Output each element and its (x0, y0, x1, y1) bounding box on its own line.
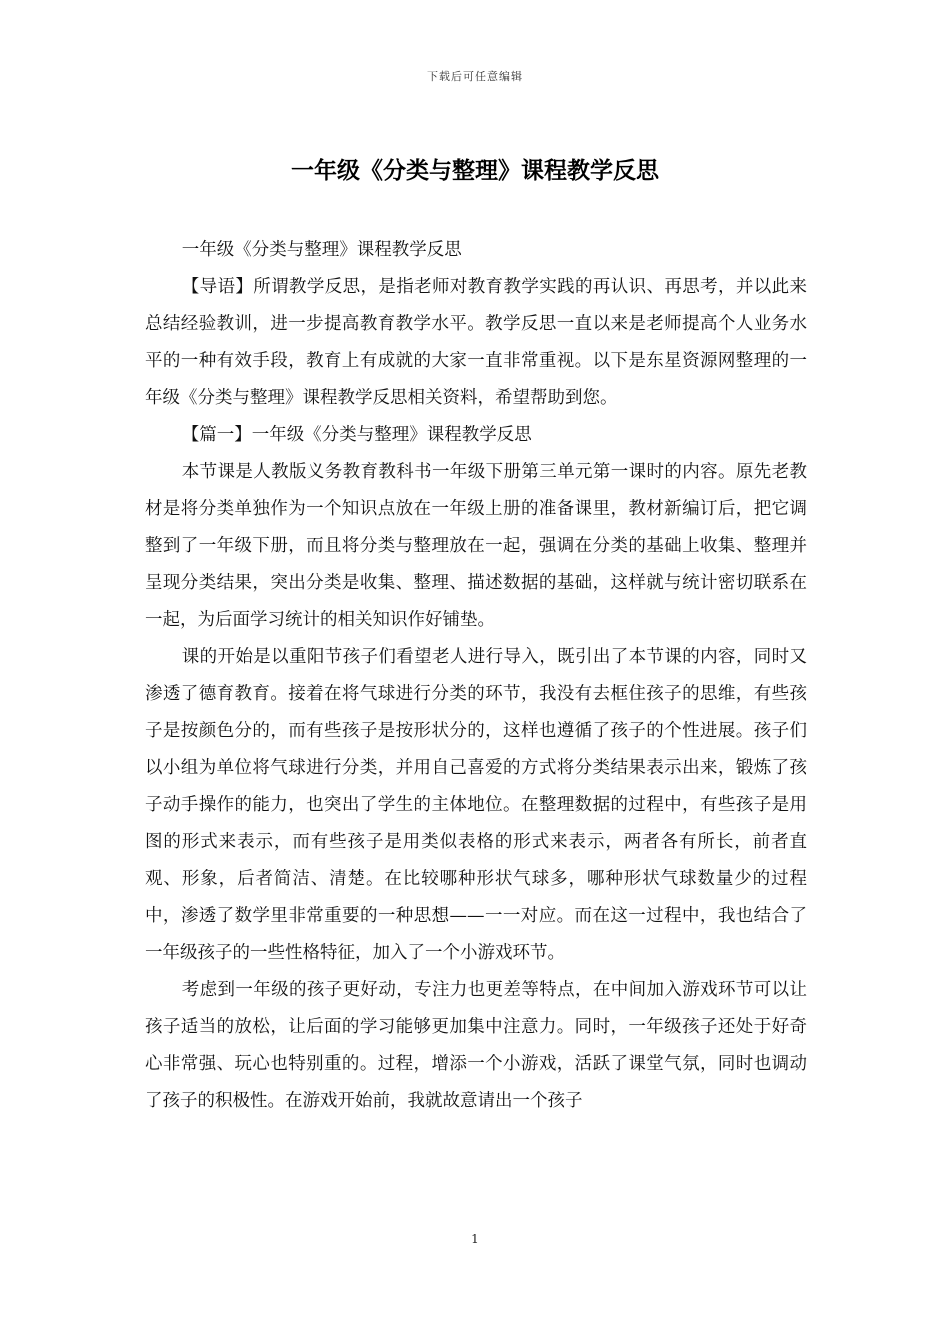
header-note: 下载后可任意编辑 (427, 70, 523, 83)
paragraph-intro: 【导语】所谓教学反思，是指老师对教育教学实践的再认识、再思考，并以此来总结经验教训，进一步提高教育教学水平。教学反思一直以来是老师提高个人业务水平的一种有效手段，教育上有成就的大家一直非常重视。以下是东星资源网整理的一年级《分类与整理》课程教学反思相关资料，希望帮助到您。 (145, 277, 807, 408)
document-body (145, 232, 807, 1120)
paragraph-body: 本节课是人教版义务教育教科书一年级下册第三单元第一课时的内容。原先老教材是将分类单独作为一个知识点放在一年级上册的准备课里，教材新编订后，把它调整到了一年级下册，而且将分类与整理放在一起，强调在分类的基础上收集、整理并呈现分类结果，突出分类是收集、整理、描述数据的基础，这样就与统计密切联系在一起，为后面学习统计的相关知识作好铺垫。 (145, 462, 807, 630)
paragraph-section-heading: 【篇一】一年级《分类与整理》课程教学反思 (181, 425, 532, 445)
paragraph-body: 课的开始是以重阳节孩子们看望老人进行导入，既引出了本节课的内容，同时又渗透了德育教育。接着在将气球进行分类的环节，我没有去框住孩子的思维，有些孩子是按颜色分的，而有些孩子是按形状分的，这样也遵循了孩子的个性进展。孩子们以小组为单位将气球进行分类，并用自己喜爱的方式将分类结果表示出来，锻炼了孩子动手操作的能力，也突出了学生的主体地位。在整理数据的过程中，有些孩子是用图的形式来表示，而有些孩子是用类似表格的形式来表示，两者各有所长，前者直观、形象，后者简洁、清楚。在比较哪种形状气球多，哪种形状气球数量少的过程中，渗透了数学里非常重要的一种思想——一一对应。而在这一过程中，我也结合了一年级孩子的一些性格特征，加入了一个小游戏环节。 (145, 647, 807, 963)
document-title: 一年级《分类与整理》课程教学反思 (291, 157, 659, 184)
paragraph-subtitle: 一年级《分类与整理》课程教学反思 (181, 240, 462, 260)
paragraph-body: 考虑到一年级的孩子更好动，专注力也更差等特点，在中间加入游戏环节可以让孩子适当的放松，让后面的学习能够更加集中注意力。同时，一年级孩子还处于好奇心非常强、玩心也特别重的。过程，增添一个小游戏，活跃了课堂气氛，同时也调动了孩子的积极性。在游戏开始前，我就故意请出一个孩子 (145, 980, 807, 1111)
page-number: 1 (471, 1232, 479, 1246)
